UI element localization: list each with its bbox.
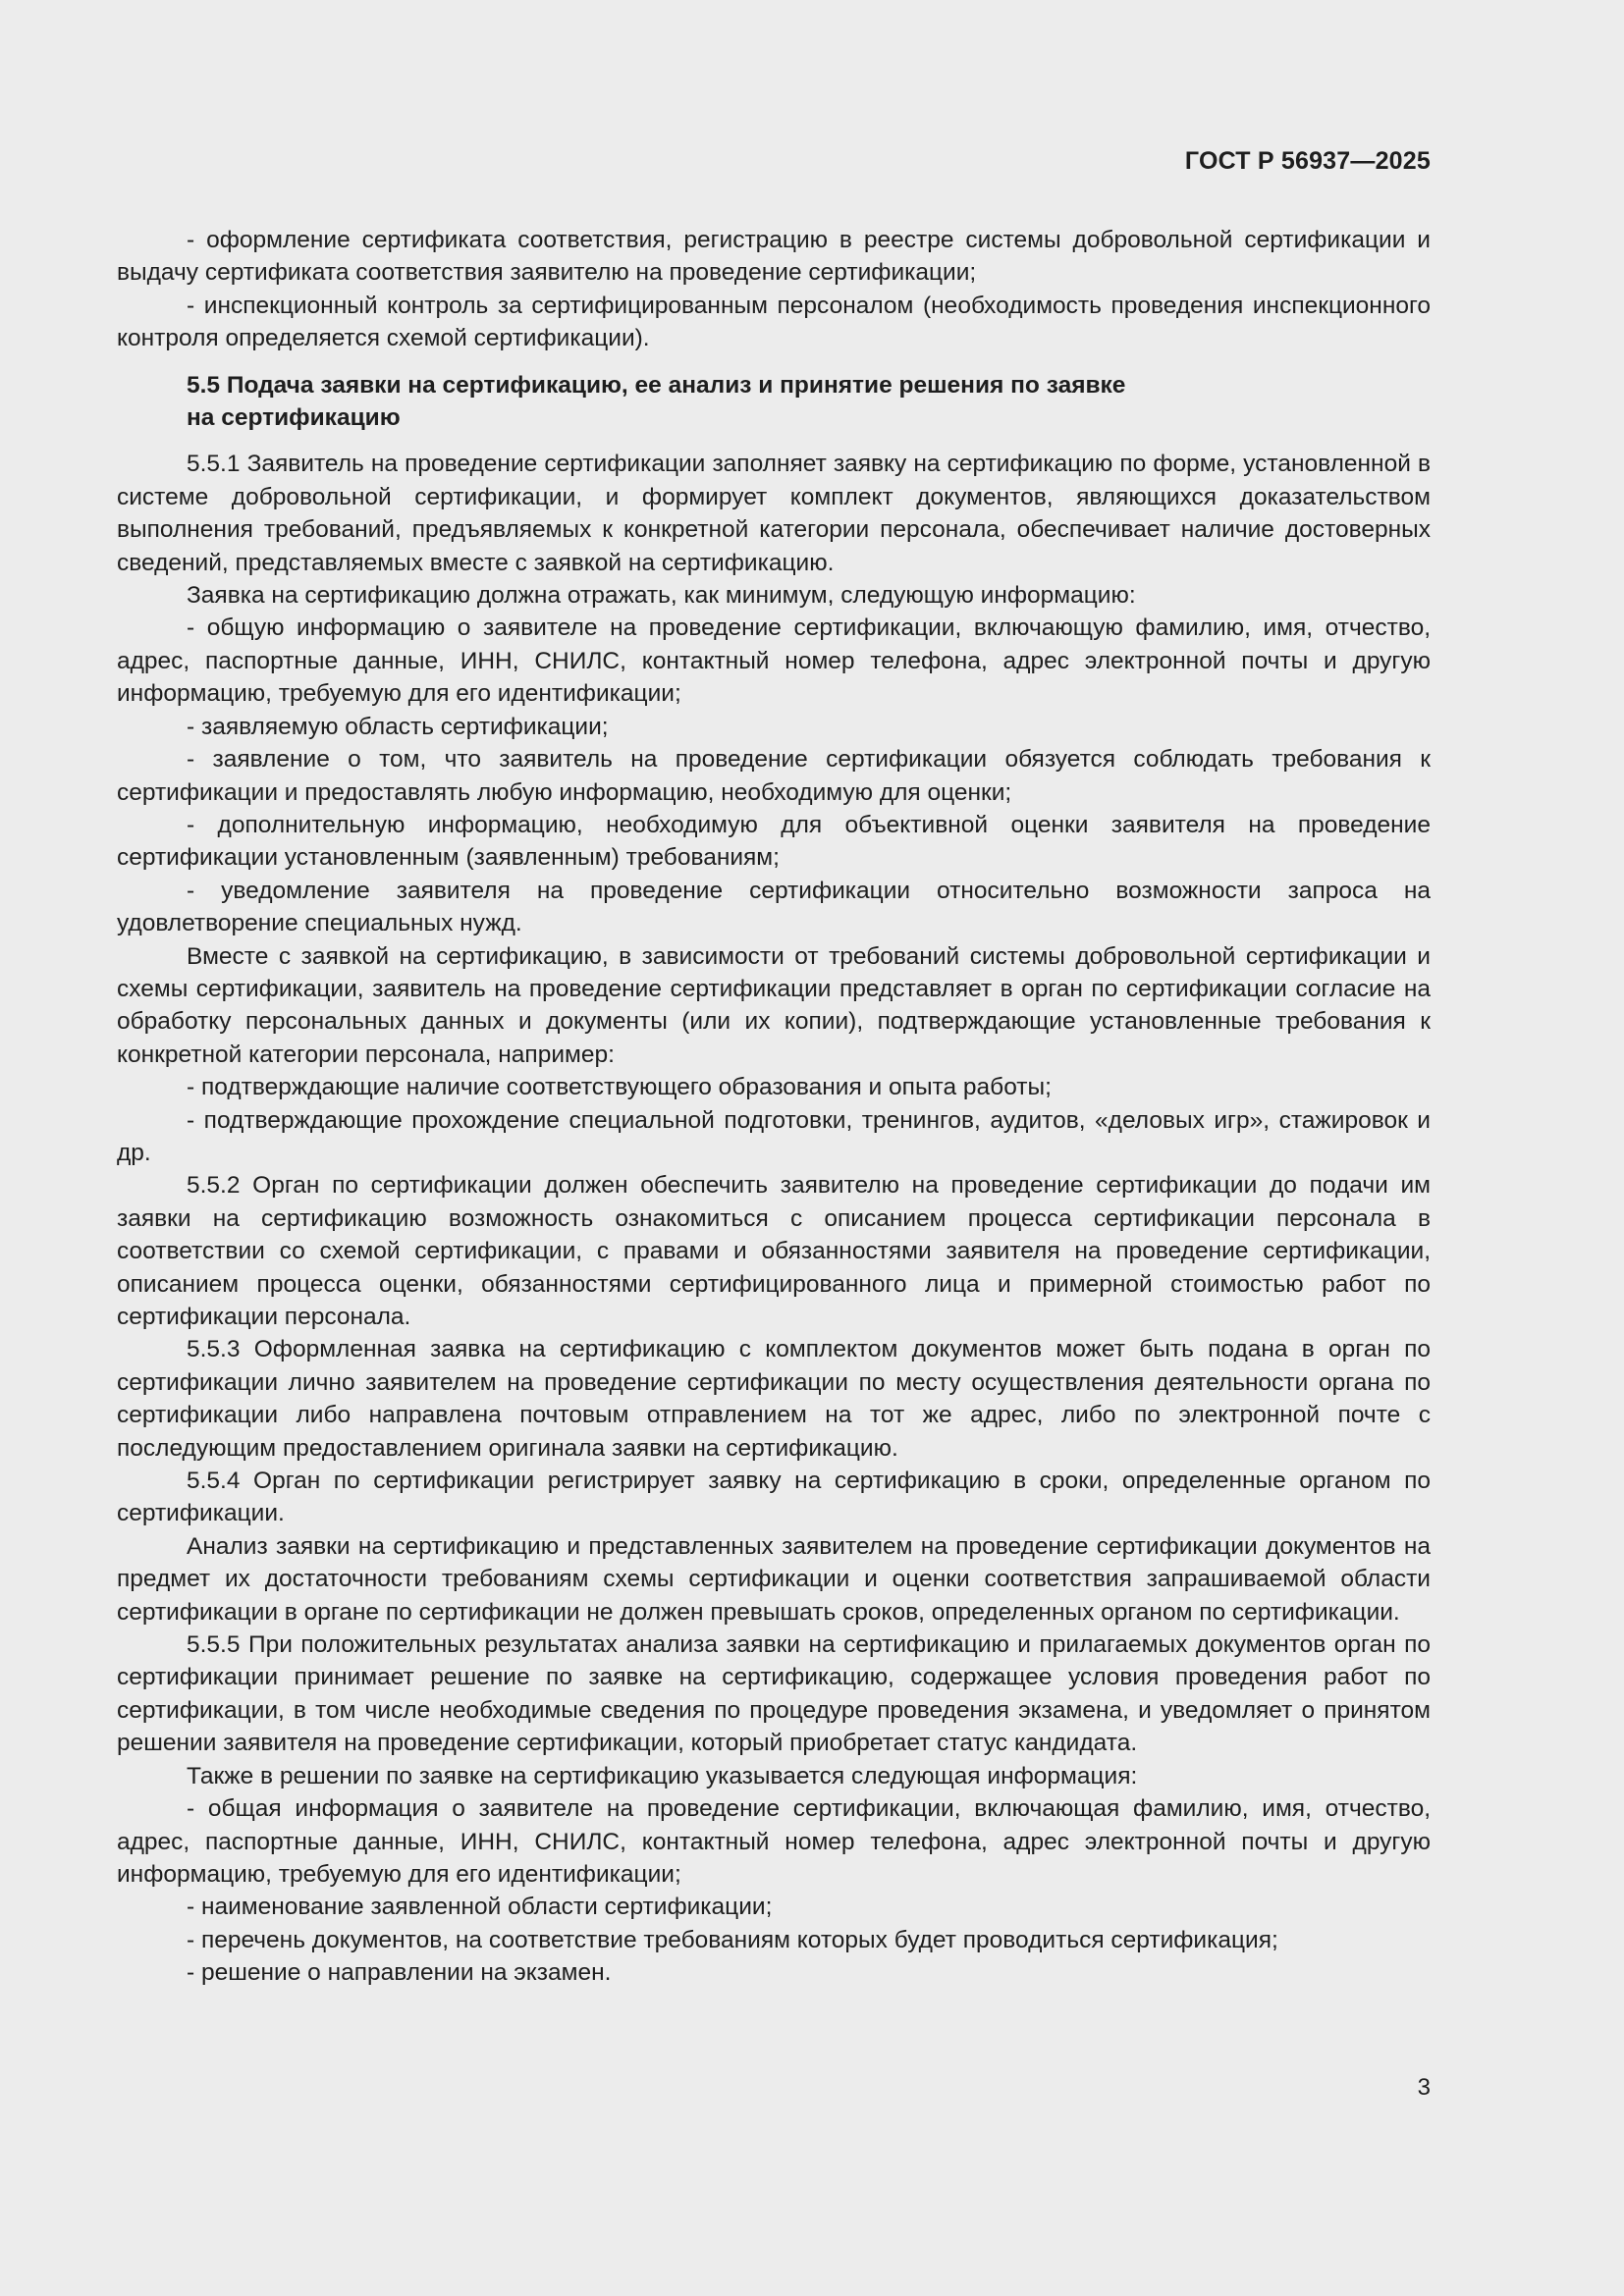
list-item: - подтверждающие наличие соответствующего образования и опыта работы; (187, 1074, 1052, 1101)
section-heading-line: на сертификацию (187, 404, 401, 432)
section-heading-line: 5.5 Подача заявки на сертификацию, ее анализ и принятие решения по заявке (187, 371, 1126, 399)
document-body (117, 224, 1431, 1990)
list-item: - инспекционный контроль за сертифицированным персоналом (необходимость проведения инспекционного контроля определяется схемой сертификации). (117, 292, 1431, 352)
paragraph: Также в решении по заявке на сертификацию указывается следующая информация: (187, 1762, 1138, 1789)
paragraph: Анализ заявки на сертификацию и представленных заявителем на проведение сертификации документов на предмет их достаточности требованиям схемы сертификации и оценки соответствия запрашиваемой области сертификации в органе по сертификации не должен превышать сроков, определенных органом по сертификации. (117, 1532, 1431, 1626)
list-item: - оформление сертификата соответствия, регистрацию в реестре системы добровольной сертификации и выдачу сертификата соответствия заявителю на проведение сертификации; (117, 227, 1431, 287)
list-item: - решение о направлении на экзамен. (187, 1959, 612, 1987)
paragraph: 5.5.3 Оформленная заявка на сертификацию с комплектом документов может быть подана в орган по сертификации лично заявителем на проведение сертификации по месту осуществления деятельности органа по сертификации либо направлена почтовым отправлением на тот же адрес, либо по электронной почте с последующим предоставлением оригинала заявки на сертификацию. (117, 1336, 1431, 1462)
paragraph: 5.5.1 Заявитель на проведение сертификации заполняет заявку на сертификацию по форме, установленной в системе добровольной сертификации, и формирует комплект документов, являющихся доказательством выполнения требований, предъявляемых к конкретной категории персонала, обеспечивает наличие достоверных сведений, представляемых вместе с заявкой на сертификацию. (117, 451, 1431, 576)
list-item: - дополнительную информацию, необходимую для объективной оценки заявителя на проведение сертификации установленным (заявленным) требованиям; (117, 811, 1431, 872)
list-item: - общая информация о заявителе на проведение сертификации, включающая фамилию, имя, отчество, адрес, паспортные данные, ИНН, СНИЛС, контактный номер телефона, адрес электронной почты и другую информацию, требуемую для его идентификации; (117, 1795, 1431, 1888)
list-item: - перечень документов, на соответствие требованиям которых будет проводиться сертификация; (187, 1926, 1278, 1953)
paragraph: 5.5.5 При положительных результатах анализа заявки на сертификацию и прилагаемых документов орган по сертификации принимает решение по заявке на сертификацию, содержащее условия проведения работ по сертификации, в том числе необходимые сведения по процедуре проведения экзамена, и уведомляет о принятом решении заявителя на проведение сертификации, который приобретает статус кандидата. (117, 1631, 1431, 1757)
paragraph: 5.5.4 Орган по сертификации регистрирует заявку на сертификацию в сроки, определенные органом по сертификации. (117, 1468, 1431, 1527)
list-item: - наименование заявленной области сертификации; (187, 1894, 773, 1921)
page-number: 3 (1417, 2074, 1431, 2101)
list-item: - общую информацию о заявителе на проведение сертификации, включающую фамилию, имя, отчество, адрес, паспортные данные, ИНН, СНИЛС, контактный номер телефона, адрес электронной почты и другую информацию, требуемую для его идентификации; (117, 614, 1431, 708)
paragraph: Вместе с заявкой на сертификацию, в зависимости от требований системы добровольной сертификации и схемы сертификации, заявитель на проведение сертификации представляет в орган по сертификации согласие на обработку персональных данных и документы (или их копии), подтверждающие установленные требования к конкретной категории персонала, например: (117, 942, 1431, 1068)
list-item: - заявление о том, что заявитель на проведение сертификации обязуется соблюдать требования к сертификации и предоставлять любую информацию, необходимую для оценки; (117, 746, 1431, 806)
paragraph: Заявка на сертификацию должна отражать, как минимум, следующую информацию: (187, 582, 1136, 610)
section-heading (187, 369, 1316, 435)
list-item: - заявляемую область сертификации; (187, 713, 609, 740)
list-item: - подтверждающие прохождение специальной подготовки, тренингов, аудитов, «деловых игр», стажировок и др. (117, 1106, 1431, 1166)
paragraph: 5.5.2 Орган по сертификации должен обеспечить заявителю на проведение сертификации до подачи им заявки на сертификацию возможность ознакомиться с описанием процесса сертификации персонала в соответствии со схемой сертификации, с правами и обязанностями заявителя на проведение сертификации, описанием процесса оценки, обязанностями сертифицированного лица и примерной стоимостью работ по сертификации персонала. (117, 1172, 1431, 1330)
document-code: ГОСТ Р 56937—2025 (1184, 147, 1431, 175)
list-item: - уведомление заявителя на проведение сертификации относительно возможности запроса на удовлетворение специальных нужд. (117, 877, 1431, 937)
